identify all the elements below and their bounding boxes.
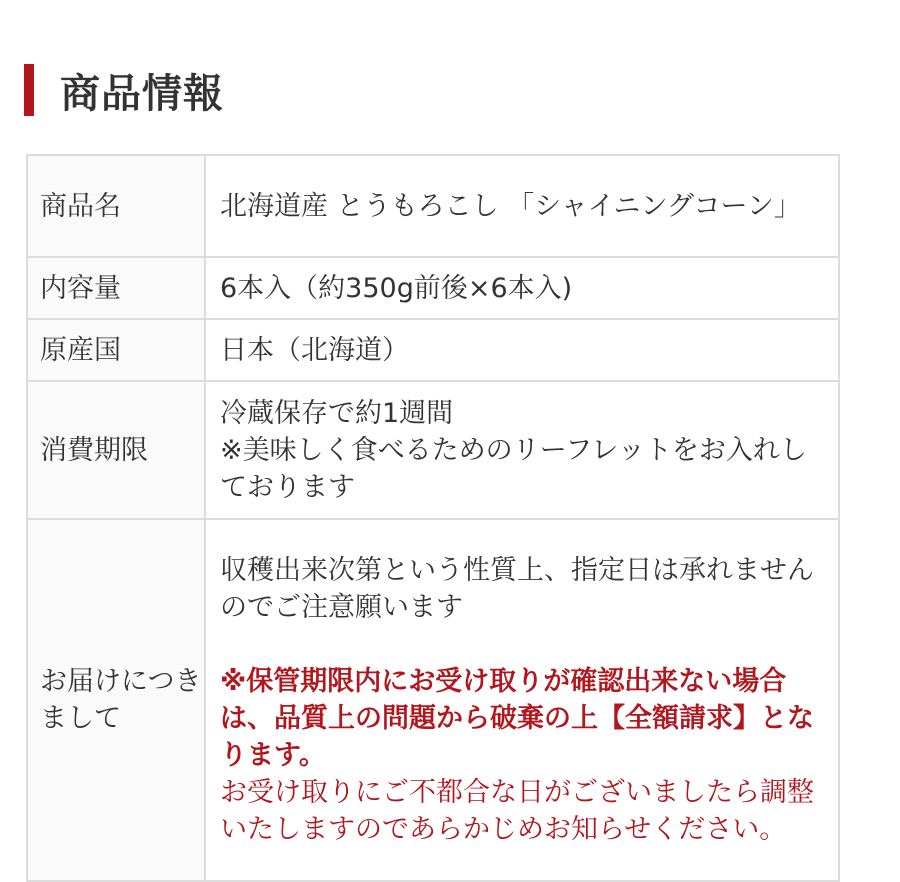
table-row-product-name bbox=[27, 155, 839, 257]
row-value: 日本（北海道） bbox=[205, 319, 839, 381]
row-value: 6本入（約350g前後×6本入) bbox=[205, 257, 839, 319]
section-title: 商品情報 bbox=[60, 70, 224, 117]
table-row-delivery bbox=[27, 519, 839, 881]
row-label: 商品名 bbox=[27, 155, 205, 257]
expiry-note: ※美味しく食べるためのリーフレットをお入れしております bbox=[220, 434, 807, 503]
row-value: 北海道産 とうもろこし 「シャイニングコーン」 bbox=[205, 155, 839, 257]
row-value bbox=[205, 381, 839, 519]
table-row-content-amount bbox=[27, 257, 839, 319]
table-row-expiry bbox=[27, 381, 839, 519]
product-info-table bbox=[26, 154, 840, 882]
row-value bbox=[205, 519, 839, 881]
row-label: 内容量 bbox=[27, 257, 205, 319]
spacer bbox=[220, 626, 826, 663]
table-row-origin bbox=[27, 319, 839, 381]
delivery-warning: ※保管期限内にお受け取りが確認出来ない場合は、品質上の問題から破棄の上【全額請求】となります。 bbox=[220, 666, 814, 771]
delivery-intro: 収穫出来次第という性質上、指定日は承れませんのでご注意願います bbox=[220, 555, 814, 623]
section-accent-bar bbox=[24, 64, 34, 116]
expiry-period: 冷蔵保存で約1週間 bbox=[220, 397, 454, 429]
row-label: お届けにつきまして bbox=[27, 519, 205, 881]
section-header bbox=[24, 62, 224, 118]
delivery-note: お受け取りにご不都合な日がございましたら調整いたしますのであらかじめお知らせください。 bbox=[220, 777, 814, 845]
row-label: 消費期限 bbox=[27, 381, 205, 519]
row-label: 原産国 bbox=[27, 319, 205, 381]
